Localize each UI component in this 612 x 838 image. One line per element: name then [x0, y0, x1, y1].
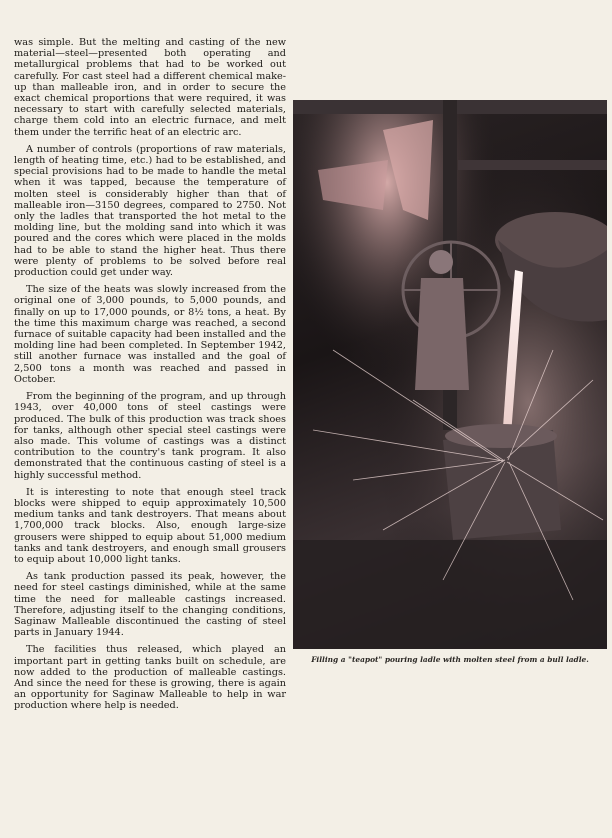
paragraph-7: The facilities thus released, which played an important part in getting tanks built on schedule, are now added to the production of malleable castings. And since the need for these is growing, there is again an opportunity for Saginaw Malleable to help in war production where help is needed.	[14, 644, 286, 712]
paragraph-5: It is interesting to note that enough steel track blocks were shipped to equip approximately 10,500 medium tanks and tank destroyers. That means about 1,700,000 track blocks. Also, enough large-size grousers were shipped to equip about 51,000 medium tanks and tank destroyers, and enough small grousers to equip about 10,000 light tanks.	[14, 486, 286, 565]
foundry-photo	[293, 100, 607, 649]
photo-caption: Filling a "teapot" pouring ladle with molten steel from a bull ladle.	[311, 655, 589, 664]
article-column	[14, 37, 286, 718]
paragraph-6: As tank production passed its peak, however, the need for steel castings diminished, while at the same time the need for malleable castings increased. Therefore, adjusting itself to the changing conditions, Saginaw Malleable discontinued the casting of steel parts in January 1944.	[14, 571, 286, 639]
paragraph-4: From the beginning of the program, and up through 1943, over 40,000 tons of steel castings were produced. The bulk of this production was track shoes for tanks, although other special steel castings were also made. This volume of castings was a distinct contribution to the country's tank program. It also demonstrated that the continuous casting of steel is a highly successful method.	[14, 391, 286, 481]
paragraph-3: The size of the heats was slowly increased from the original one of 3,000 pounds, to 5,000 pounds, and finally on up to 17,000 pounds, or 8½ tons, a heat. By the time this maximum charge was reached, a second furnace of suitable capacity had been installed and the molding line had been completed. In September 1942, still another furnace was installed and the goal of 2,500 tons a month was reached and passed in October.	[14, 284, 286, 385]
paragraph-1: was simple. But the melting and casting of the new material—steel—presented both operating and metallurgical problems that had to be worked out carefully. For cast steel had a different chemical make-up than malleable iron, and in order to secure the exact chemical proportions that were required, it was necessary to start with carefully selected materials, charge them cold into an electric furnace, and melt them under the terrific heat of an electric arc.	[14, 37, 286, 138]
paragraph-2: A number of controls (proportions of raw materials, length of heating time, etc.) had to be established, and special provisions had to be made to handle the metal when it was tapped, because the temperature of molten steel is considerably higher than that of malleable iron—3150 degrees, compared to 2750. Not only the ladles that transported the hot metal to the molding line, but the molding sand into which it was poured and the cores which were placed in the molds had to be able to stand the higher heat. Thus there were plenty of problems to be solved before real production could get under way.	[14, 143, 286, 279]
